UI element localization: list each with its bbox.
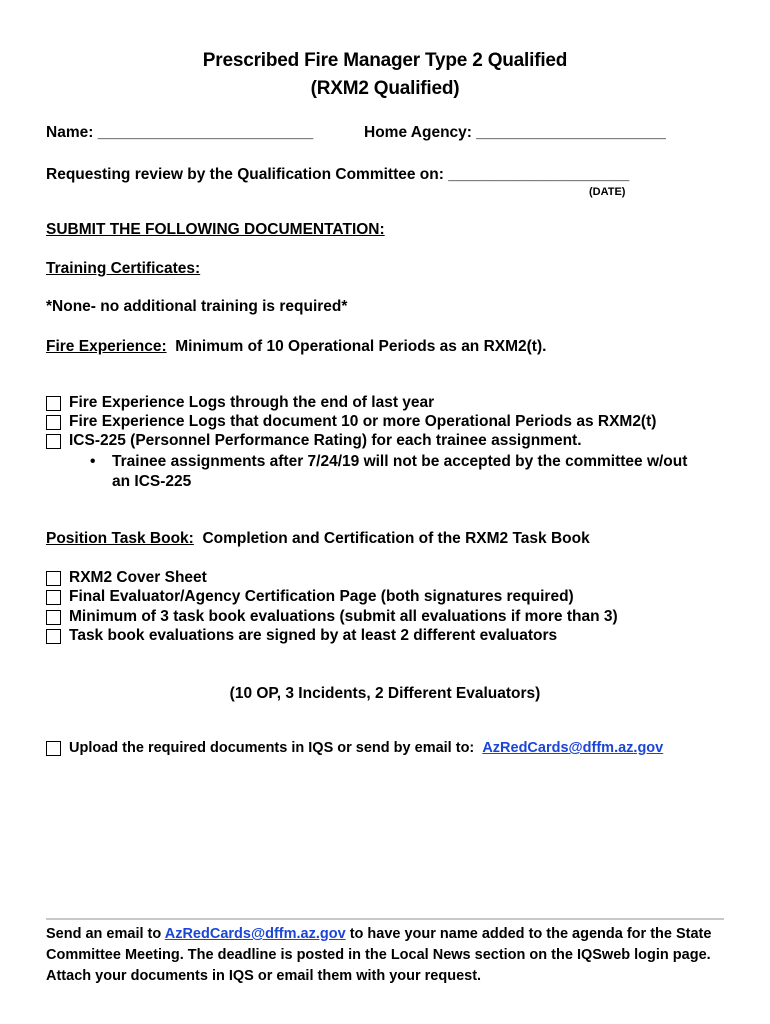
taskbook-item (46, 627, 557, 645)
taskbook-item-label: Final Evaluator/Agency Certification Page (both signatures required) (69, 588, 574, 605)
experience-bullet (90, 452, 702, 492)
checkbox[interactable] (46, 415, 61, 430)
checkbox[interactable] (46, 610, 61, 625)
experience-text: Minimum of 10 Operational Periods as an RXM2(t). (175, 338, 547, 355)
agency-row (364, 124, 666, 142)
experience-row (46, 338, 546, 356)
taskbook-item (46, 608, 618, 626)
taskbook-item-label: Minimum of 3 task book evaluations (submit all evaluations if more than 3) (69, 608, 618, 625)
footer-text: to have your name added to the agenda for the State Committee Meeting. The deadline is posted in the Local News section on the IQSweb login page. Attach your documents in IQS or email them with your request. (46, 926, 712, 984)
upload-row (46, 740, 663, 756)
page-subtitle: (RXM2 Qualified) (310, 78, 460, 99)
checkbox[interactable] (46, 571, 61, 586)
documentation-heading: SUBMIT THE FOLLOWING DOCUMENTATION: (46, 221, 385, 238)
checkbox[interactable] (46, 741, 61, 756)
name-field[interactable]: _________________________ (97, 124, 314, 141)
name-row (46, 124, 313, 142)
footer-divider (46, 918, 724, 920)
experience-item (46, 413, 656, 431)
agency-field[interactable]: ______________________ (476, 124, 666, 141)
taskbook-text: Completion and Certification of the RXM2 Task Book (202, 530, 590, 547)
footer-note (46, 924, 716, 987)
checkbox[interactable] (46, 590, 61, 605)
review-label: Requesting review by the Qualification Committee on: (46, 166, 444, 183)
agency-label: Home Agency: (364, 124, 472, 141)
footer-email-link[interactable]: AzRedCards@dffm.az.gov (164, 926, 346, 942)
experience-item (46, 394, 434, 412)
taskbook-heading: Position Task Book: (46, 530, 194, 547)
upload-email-link[interactable]: AzRedCards@dffm.az.gov (482, 740, 664, 756)
checkbox[interactable] (46, 396, 61, 411)
taskbook-item-label: RXM2 Cover Sheet (69, 569, 207, 586)
experience-item-label: ICS-225 (Personnel Performance Rating) for each trainee assignment. (69, 432, 582, 449)
summary-text: (10 OP, 3 Incidents, 2 Different Evaluators) (229, 685, 541, 702)
date-caption: (DATE) (589, 186, 626, 198)
page-title: Prescribed Fire Manager Type 2 Qualified (202, 50, 568, 71)
taskbook-item (46, 588, 574, 606)
experience-item-label: Fire Experience Logs that document 10 or more Operational Periods as RXM2(t) (69, 413, 657, 430)
training-text: *None- no additional training is required* (46, 298, 348, 315)
taskbook-item (46, 569, 207, 587)
upload-text: Upload the required documents in IQS or send by email to: (69, 740, 475, 756)
taskbook-item-label: Task book evaluations are signed by at least 2 different evaluators (69, 627, 558, 644)
footer-prefix: Send an email to (46, 926, 162, 942)
experience-bullet-text: Trainee assignments after 7/24/19 will not be accepted by the committee w/out an ICS-225 (112, 453, 688, 490)
experience-item-label: Fire Experience Logs through the end of last year (69, 394, 435, 411)
experience-heading: Fire Experience: (46, 338, 167, 355)
experience-item (46, 432, 582, 450)
checkbox[interactable] (46, 629, 61, 644)
review-row (46, 166, 629, 184)
taskbook-row (46, 530, 590, 548)
review-date-field[interactable]: _____________________ (448, 166, 630, 183)
bullet-icon: • (90, 453, 96, 470)
name-label: Name: (46, 124, 94, 141)
training-heading: Training Certificates: (46, 260, 201, 277)
checkbox[interactable] (46, 434, 61, 449)
